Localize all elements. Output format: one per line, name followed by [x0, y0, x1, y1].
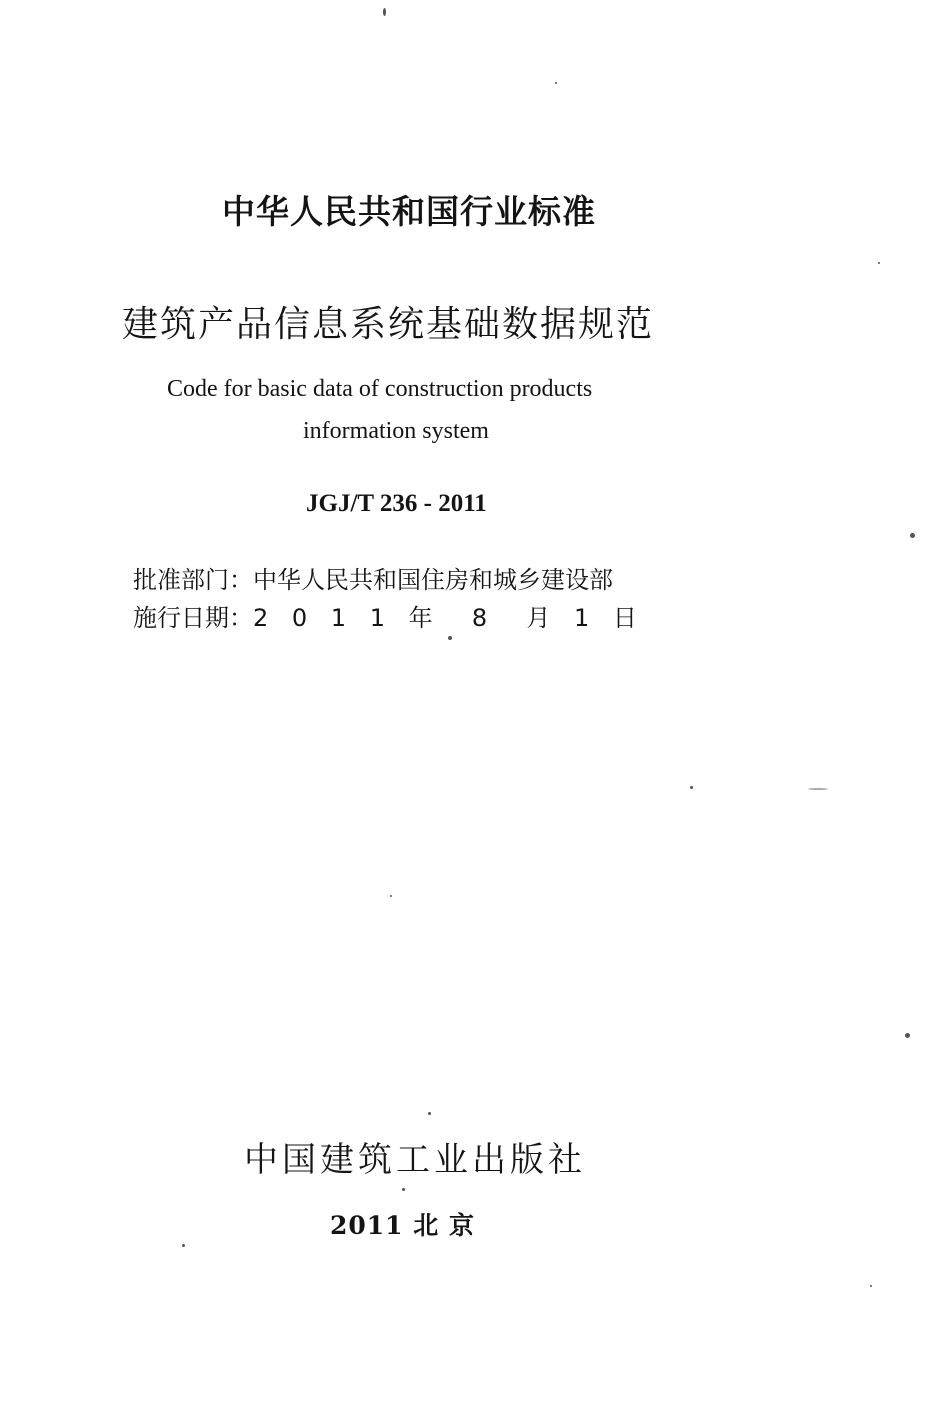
scan-speck [555, 82, 557, 84]
effective-date-value: 2 0 1 1 年 8 月 1 日 [253, 604, 645, 632]
approval-label: 批准部门： [133, 566, 253, 594]
standard-code: JGJ/T 236 - 2011 [306, 490, 487, 517]
approval-value: 中华人民共和国住房和城乡建设部 [253, 566, 613, 594]
title-english-line2: information system [303, 418, 489, 444]
effective-date-row [133, 598, 645, 633]
scan-speck [402, 1188, 405, 1191]
scan-speck [390, 895, 392, 897]
scan-speck [383, 8, 386, 16]
scan-speck [808, 788, 828, 790]
scan-speck [878, 262, 880, 264]
scan-speck [182, 1244, 185, 1247]
scan-speck [448, 636, 452, 640]
publisher-name: 中国建筑工业出版社 [244, 1140, 586, 1180]
effective-date-label: 施行日期： [133, 604, 253, 632]
title-english-line1: Code for basic data of construction products [167, 376, 593, 402]
standard-type-heading: 中华人民共和国行业标准 [222, 192, 596, 231]
scan-speck [428, 1112, 431, 1115]
scan-speck [870, 1285, 872, 1287]
scan-speck [690, 786, 693, 789]
title-chinese: 建筑产品信息系统基础数据规范 [122, 304, 655, 345]
scan-speck [905, 1033, 910, 1038]
publication-year-place: 2011 北 京 [330, 1211, 475, 1240]
approval-row [133, 560, 613, 595]
scan-speck [910, 533, 915, 538]
